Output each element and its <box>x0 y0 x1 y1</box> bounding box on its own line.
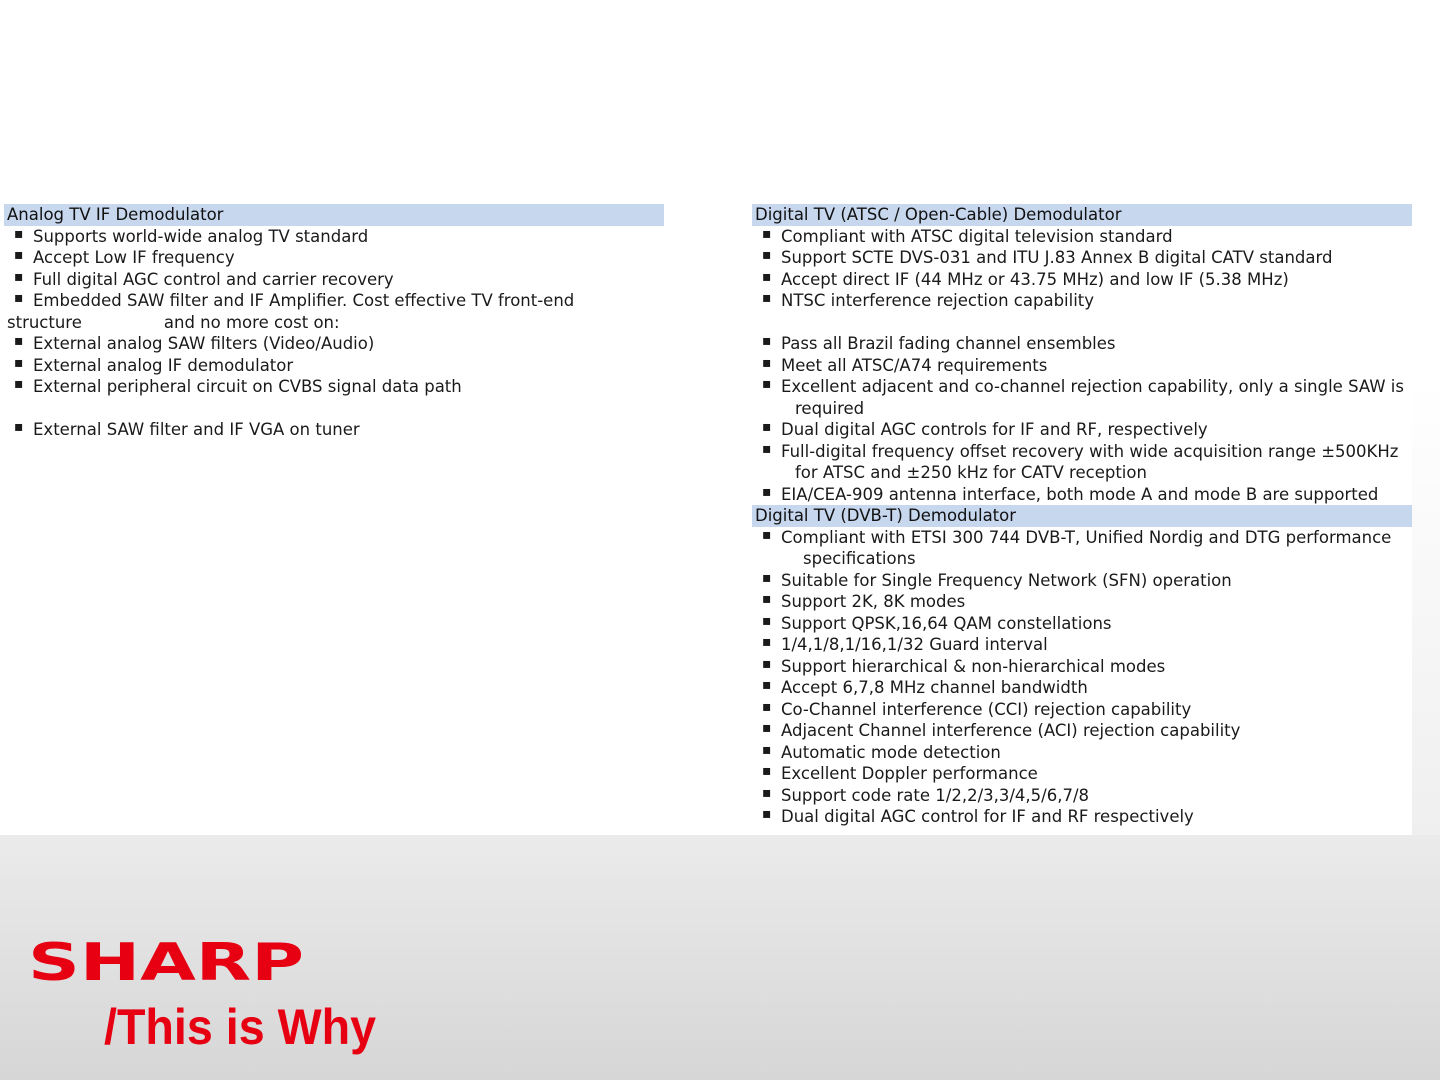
list-item: ▪ Automatic mode detection <box>762 741 1001 762</box>
list-item-continuation: required <box>795 398 865 418</box>
list-item: ▪ External analog SAW filters (Video/Audio) <box>14 333 375 353</box>
bullet-icon: ▪ <box>14 225 24 242</box>
list-item: ▪ Compliant with ATSC digital television standard <box>762 225 1173 246</box>
bullet-icon: ▪ <box>762 268 772 285</box>
list-item: ▪ Compliant with ETSI 300 744 DVB-T, Unified Nordig and DTG performance <box>762 526 1392 547</box>
bullet-icon: ▪ <box>762 741 772 758</box>
section-header: Digital TV (DVB-T) Demodulator <box>752 505 1412 527</box>
edge-shadow <box>1412 380 1440 835</box>
bullet-icon: ▪ <box>762 720 772 736</box>
list-item: ▪ Supports world-wide analog TV standard <box>14 225 369 246</box>
bullet-icon: ▪ <box>762 483 772 500</box>
bullet-icon: ▪ <box>762 569 772 586</box>
bullet-icon: ▪ <box>762 806 772 822</box>
bullet-icon: ▪ <box>762 440 772 457</box>
list-item: ▪ Support hierarchical & non-hierarchical modes <box>762 655 1166 676</box>
list-item: ▪ External peripheral circuit on CVBS signal data path <box>14 376 462 396</box>
list-item: ▪ Embedded SAW filter and IF Amplifier. Cost effective TV front-end <box>14 290 575 310</box>
list-item: ▪ Co-Channel interference (CCI) rejection capability <box>762 698 1192 719</box>
bullet-icon: ▪ <box>762 655 772 672</box>
bullet-icon: ▪ <box>14 354 24 371</box>
bullet-icon: ▪ <box>762 333 772 349</box>
bullet-icon: ▪ <box>14 290 24 306</box>
list-item: ▪ Dual digital AGC control for IF and RF respectively <box>762 806 1194 826</box>
list-item: ▪ Accept 6,7,8 MHz channel bandwidth <box>762 677 1088 697</box>
list-item: ▪ Excellent adjacent and co-channel rejection capability, only a single SAW is <box>762 376 1404 396</box>
bullet-icon: ▪ <box>762 698 772 715</box>
analog-section <box>4 204 664 441</box>
list-item: ▪ External analog IF demodulator <box>14 354 294 375</box>
bullet-icon: ▪ <box>762 419 772 435</box>
list-item: ▪ 1/4,1/8,1/16,1/32 Guard interval <box>762 634 1048 654</box>
list-item: ▪ Accept direct IF (44 MHz or 43.75 MHz) and low IF (5.38 MHz) <box>762 268 1289 289</box>
bullet-icon: ▪ <box>14 247 24 263</box>
list-item: ▪ Full digital AGC control and carrier recovery <box>14 268 394 289</box>
bullet-icon: ▪ <box>762 591 772 607</box>
tagline-text: /This is Why <box>104 999 377 1055</box>
sharp-logo-graphic <box>28 936 388 1056</box>
section-header: Digital TV (ATSC / Open-Cable) Demodulator <box>752 204 1412 226</box>
brand-text: SHARP <box>28 936 304 993</box>
sharp-logo <box>28 936 388 1056</box>
list-item: ▪ EIA/CEA-909 antenna interface, both mode A and mode B are supported <box>762 483 1379 504</box>
bullet-icon: ▪ <box>762 763 772 779</box>
section-header: Analog TV IF Demodulator <box>4 204 664 226</box>
bullet-icon: ▪ <box>14 333 24 349</box>
bullet-icon: ▪ <box>762 354 772 371</box>
list-item-continuation: for ATSC and ±250 kHz for CATV reception <box>795 463 1147 482</box>
bullet-icon: ▪ <box>14 376 24 392</box>
list-item: ▪ Support 2K, 8K modes <box>762 591 966 611</box>
continuation-line: structure and no more cost on: <box>7 312 340 332</box>
list-item: ▪ Support SCTE DVS-031 and ITU J.83 Annex B digital CATV standard <box>762 247 1333 267</box>
list-item: ▪ Suitable for Single Frequency Network (SFN) operation <box>762 569 1232 590</box>
list-item: ▪ Meet all ATSC/A74 requirements <box>762 354 1048 375</box>
list-item: ▪ Full-digital frequency offset recovery with wide acquisition range ±500KHz <box>762 440 1399 461</box>
list-item: ▪ Support QPSK,16,64 QAM constellations <box>762 612 1112 633</box>
list-item-continuation: specifications <box>803 549 916 568</box>
list-item: ▪ Adjacent Channel interference (ACI) rejection capability <box>762 720 1241 740</box>
bullet-icon: ▪ <box>762 247 772 263</box>
list-item: ▪ Pass all Brazil fading channel ensembles <box>762 333 1116 353</box>
bullet-icon: ▪ <box>762 290 772 306</box>
digital-section <box>752 204 1412 828</box>
list-item: ▪ Support code rate 1/2,2/3,3/4,5/6,7/8 <box>762 784 1090 805</box>
bullet-icon: ▪ <box>762 526 772 543</box>
bullet-icon: ▪ <box>14 419 24 435</box>
bullet-icon: ▪ <box>762 634 772 650</box>
bullet-icon: ▪ <box>762 784 772 801</box>
bullet-icon: ▪ <box>762 677 772 693</box>
bullet-icon: ▪ <box>762 612 772 629</box>
bullet-icon: ▪ <box>762 225 772 242</box>
bullet-icon: ▪ <box>762 376 772 392</box>
list-item: ▪ Accept Low IF frequency <box>14 247 235 267</box>
bullet-icon: ▪ <box>14 268 24 285</box>
list-item: ▪ NTSC interference rejection capability <box>762 290 1095 310</box>
list-item: ▪ Excellent Doppler performance <box>762 763 1038 783</box>
list-item: ▪ External SAW filter and IF VGA on tuner <box>14 419 360 439</box>
list-item: ▪ Dual digital AGC controls for IF and RF, respectively <box>762 419 1208 439</box>
